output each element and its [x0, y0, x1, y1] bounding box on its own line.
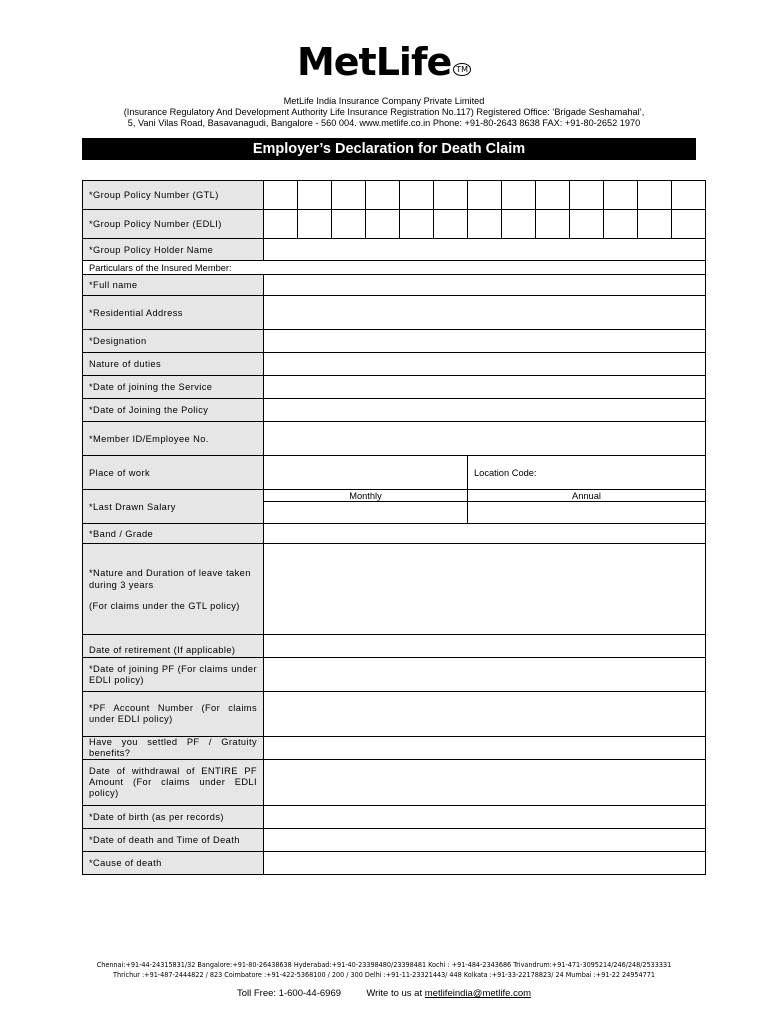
date-birth-field[interactable] [264, 806, 706, 829]
location-code-field[interactable] [468, 456, 706, 490]
gtl-digit-box[interactable] [638, 181, 672, 210]
leave-details-note: (For claims under the GTL policy) [89, 600, 240, 611]
heading-underline [263, 274, 699, 275]
row-group-policy-gtl [83, 181, 706, 210]
policy-holder-label: *Group Policy Holder Name [83, 239, 264, 261]
office-contacts-line2: Thrichur :+91-487-2444822 / 823 Coimbatore :+91-422-5368100 / 200 / 300 Delhi :+91-11-23321443/ 448 Kolkata :+91-33-22178823/ 24 Mumbai :+91-22 24954771 [113, 969, 655, 979]
place-of-work-field[interactable] [264, 456, 468, 490]
gtl-digit-box[interactable] [502, 181, 536, 210]
member-id-label: *Member ID/Employee No. [83, 422, 264, 456]
gtl-digit-box[interactable] [434, 181, 468, 210]
full-name-field[interactable] [264, 275, 706, 296]
date-joining-service-field[interactable] [264, 376, 706, 399]
row-pf-account [83, 692, 706, 737]
row-date-birth [83, 806, 706, 829]
gtl-digit-box[interactable] [366, 181, 400, 210]
row-full-name [83, 275, 706, 296]
edli-digit-box[interactable] [672, 210, 706, 239]
company-info [0, 96, 768, 129]
edli-digit-box[interactable] [366, 210, 400, 239]
leave-details-field[interactable] [264, 544, 706, 635]
gtl-digit-box[interactable] [468, 181, 502, 210]
office-contacts [0, 960, 768, 979]
row-band-grade [83, 524, 706, 544]
write-to-us: Write to us at [366, 988, 423, 999]
group-policy-gtl-label: *Group Policy Number (GTL) [83, 181, 264, 210]
row-policy-holder [83, 239, 706, 261]
annual-header: Annual [468, 490, 706, 502]
office-contacts-line1: Chennai:+91-44-24315831/32 Bangalore:+91-80-26438638 Hyderabad:+91-40-23398480/23398481 Kochi : +91-484-2343686 Trivandrum:+91-471-3095214/246/248/2533331 [96, 960, 672, 969]
row-withdrawal-pf [83, 760, 706, 806]
date-retirement-label: Date of retirement (If applicable) [83, 635, 264, 658]
gtl-digit-box[interactable] [570, 181, 604, 210]
edli-digit-box[interactable] [604, 210, 638, 239]
leave-details-label [83, 544, 264, 635]
edli-digit-box[interactable] [434, 210, 468, 239]
edli-digit-box[interactable] [638, 210, 672, 239]
row-date-joining-service [83, 376, 706, 399]
gtl-digit-box[interactable] [264, 181, 298, 210]
company-name: MetLife India Insurance Company Private Limited [283, 96, 485, 106]
residential-address-field[interactable] [264, 296, 706, 330]
gtl-digit-box[interactable] [400, 181, 434, 210]
row-nature-of-duties [83, 353, 706, 376]
nature-of-duties-field[interactable] [264, 353, 706, 376]
settled-pf-field[interactable] [264, 737, 706, 760]
row-designation [83, 330, 706, 353]
row-cause-death [83, 852, 706, 875]
place-of-work-label: Place of work [83, 456, 264, 490]
gtl-digit-box[interactable] [604, 181, 638, 210]
band-grade-field[interactable] [264, 524, 706, 544]
member-id-field[interactable] [264, 422, 706, 456]
designation-label: *Designation [83, 330, 264, 353]
row-member-id [83, 422, 706, 456]
edli-digit-box[interactable] [400, 210, 434, 239]
date-joining-service-label: *Date of joining the Service [83, 376, 264, 399]
monthly-salary-field[interactable] [264, 502, 468, 524]
cause-death-label: *Cause of death [83, 852, 264, 875]
particulars-heading [83, 261, 706, 275]
edli-digit-box[interactable] [298, 210, 332, 239]
particulars-heading-text: Particulars of the Insured Member: [89, 262, 232, 273]
group-policy-edli-label: *Group Policy Number (EDLI) [83, 210, 264, 239]
gtl-digit-box[interactable] [672, 181, 706, 210]
footer-contact [0, 988, 768, 999]
date-death-label: *Date of death and Time of Death [83, 829, 264, 852]
registration-info: (Insurance Regulatory And Development Authority Life Insurance Registration No.117) Registered Office: ‘Brigade Seshamahal’, [123, 107, 645, 117]
row-particulars-heading [83, 261, 706, 275]
designation-field[interactable] [264, 330, 706, 353]
pf-account-field[interactable] [264, 692, 706, 737]
edli-digit-box[interactable] [332, 210, 366, 239]
gtl-digit-box[interactable] [536, 181, 570, 210]
row-leave-details [83, 544, 706, 635]
date-joining-pf-label: *Date of joining PF (For claims under EDLI policy) [83, 658, 264, 692]
date-joining-pf-field[interactable] [264, 658, 706, 692]
row-date-death [83, 829, 706, 852]
date-retirement-field[interactable] [264, 635, 706, 658]
pf-account-label: *PF Account Number (For claims under EDLI policy) [83, 692, 264, 737]
annual-salary-field[interactable] [468, 502, 706, 524]
monthly-header: Monthly [264, 490, 468, 502]
band-grade-label: *Band / Grade [83, 524, 264, 544]
row-settled-pf [83, 737, 706, 760]
edli-digit-box[interactable] [570, 210, 604, 239]
full-name-label: *Full name [83, 275, 264, 296]
gtl-digit-box[interactable] [298, 181, 332, 210]
nature-of-duties-label: Nature of duties [83, 353, 264, 376]
residential-address-label: *Residential Address [83, 296, 264, 330]
brand-name: MetLife [296, 40, 452, 84]
date-death-field[interactable] [264, 829, 706, 852]
row-date-joining-policy [83, 399, 706, 422]
claim-form-table [82, 180, 706, 875]
edli-digit-box[interactable] [264, 210, 298, 239]
form-title: Employer’s Declaration for Death Claim [82, 138, 696, 160]
withdrawal-pf-field[interactable] [264, 760, 706, 806]
row-residential-address [83, 296, 706, 330]
last-drawn-salary-label: *Last Drawn Salary [83, 490, 264, 524]
email-link[interactable]: metlifeindia@metlife.com [424, 988, 532, 999]
date-birth-label: *Date of birth (as per records) [83, 806, 264, 829]
location-code-label: Location Code: [474, 467, 537, 478]
row-place-of-work [83, 456, 706, 490]
leave-details-text: *Nature and Duration of leave taken during 3 years [89, 567, 251, 590]
toll-free: Toll Free: 1-600-44-6969 [236, 988, 342, 999]
metlife-logo [0, 40, 768, 84]
row-date-joining-pf [83, 658, 706, 692]
address-contact: 5, Vani Vilas Road, Basavanagudi, Bangalore - 560 004. www.metlife.co.in Phone: +91-80-2643 8638 FAX: +91-80-2652 1970 [127, 118, 641, 128]
withdrawal-pf-label: Date of withdrawal of ENTIRE PF Amount (For claims under EDLI policy) [83, 760, 264, 806]
settled-pf-label: Have you settled PF / Gratuity benefits? [83, 737, 264, 760]
edli-digit-box[interactable] [502, 210, 536, 239]
edli-digit-box[interactable] [536, 210, 570, 239]
date-joining-policy-field[interactable] [264, 399, 706, 422]
gtl-digit-box[interactable] [332, 181, 366, 210]
row-group-policy-edli [83, 210, 706, 239]
cause-death-field[interactable] [264, 852, 706, 875]
row-date-retirement [83, 635, 706, 658]
date-joining-policy-label: *Date of Joining the Policy [83, 399, 264, 422]
policy-holder-field[interactable] [264, 239, 706, 261]
row-salary-headers [83, 490, 706, 502]
trademark-mark: TM [453, 63, 471, 76]
edli-digit-box[interactable] [468, 210, 502, 239]
